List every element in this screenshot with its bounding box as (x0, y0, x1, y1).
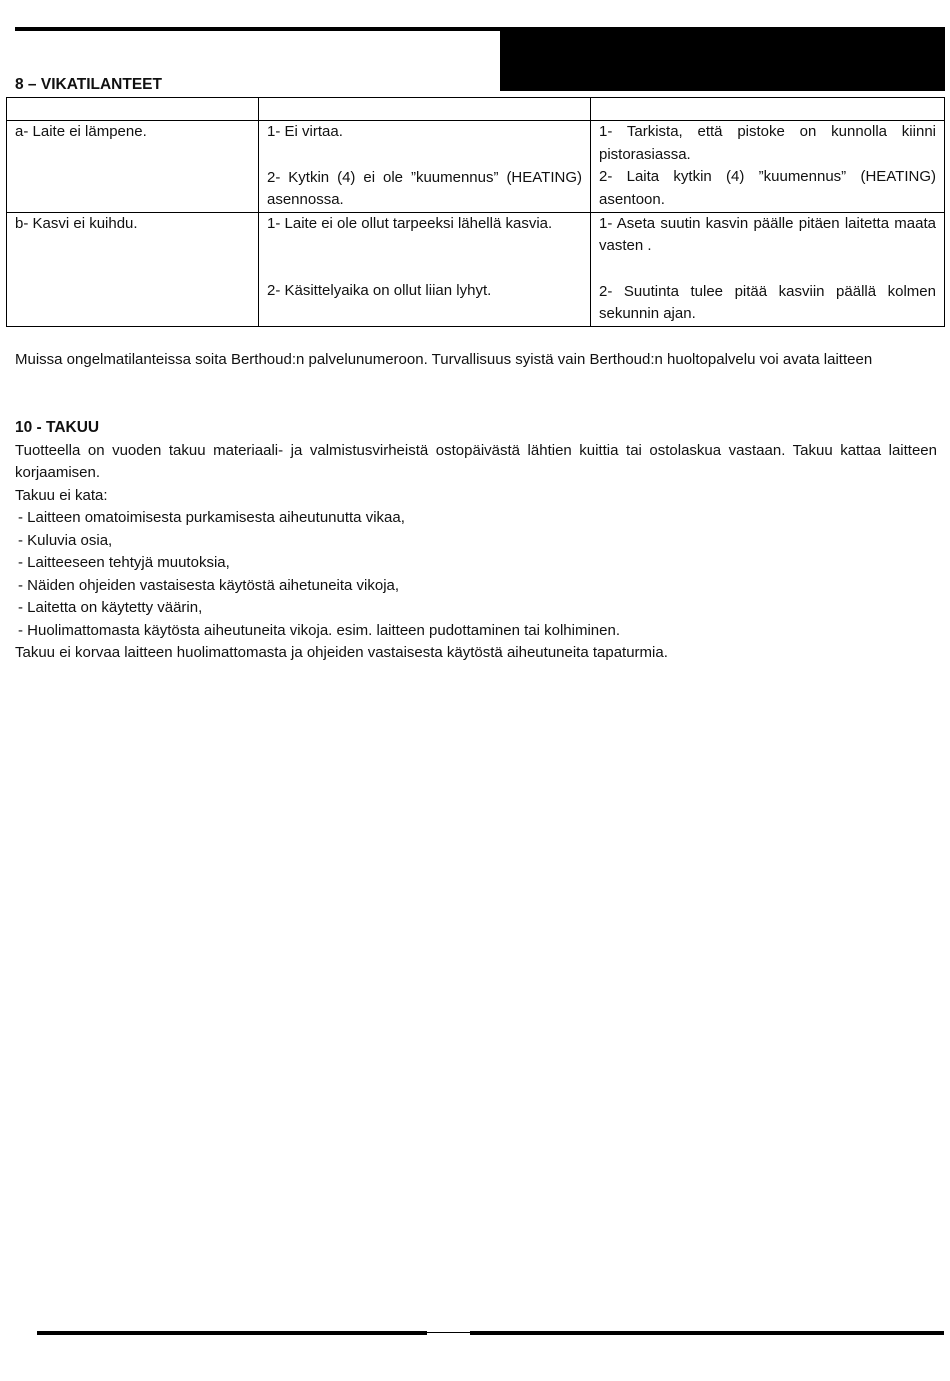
cause-text: 2- Käsittelyaika on ollut liian lyhyt. (267, 282, 492, 299)
warranty-title: 10 - TAKUU (15, 419, 100, 436)
table-header-row (7, 98, 945, 121)
service-note: Muissa ongelmatilanteissa soita Berthoud:n palvelunumeroon. Turvallisuus syistä vain Berthoud:n huoltopalvelu voi avata laitteen (15, 351, 873, 368)
list-item: - Laitteeseen tehtyjä muutoksia, (18, 554, 230, 571)
footer-rule (37, 1331, 427, 1335)
footer-rule (470, 1331, 944, 1335)
list-item: - Näiden ohjeiden vastaisesta käytöstä aihetuneita vikoja, (18, 576, 400, 594)
remedy-cell (591, 121, 945, 213)
header-cell (591, 98, 945, 121)
warranty-section (15, 417, 937, 665)
header-black-block (500, 29, 945, 91)
header-cell (7, 98, 259, 121)
warranty-intro: Tuotteella on vuoden takuu materiaali- ja valmistusvirheistä ostopäivästä lähtien kuittia tai ostolaskua vastaan. Takuu kattaa laitteen korjaamisen. (15, 441, 937, 481)
warranty-closing: Takuu ei korvaa laitteen huolimattomasta ja ohjeiden vastaisesta käytöstä aiheutuneita tapaturmia. (15, 644, 668, 661)
exclusion-list (15, 507, 937, 642)
cause-cell (259, 121, 591, 213)
table-row (7, 121, 945, 213)
list-item: - Laitetta on käytetty väärin, (18, 599, 203, 616)
cause-text: 1- Ei virtaa. (267, 123, 343, 140)
list-item: - Huolimattomasta käytösta aiheutuneita vikoja. esim. laitteen pudottaminen tai kolhiminen. (18, 621, 620, 639)
footer-rule (426, 1332, 472, 1333)
fault-text: b- Kasvi ei kuihdu. (15, 214, 138, 232)
header-cell (259, 98, 591, 121)
remedy-text: 2- Suutinta tulee pitää kasviin päällä kolmen sekunnin ajan. (599, 282, 936, 322)
fault-text: a- Laite ei lämpene. (15, 123, 147, 140)
section-title: 8 – VIKATILANTEET (15, 76, 162, 93)
list-item: - Kuluvia osia, (18, 531, 113, 549)
fault-cell (7, 121, 259, 213)
remedy-cell (591, 212, 945, 326)
fault-table (6, 97, 945, 327)
remedy-text: 1- Aseta suutin kasvin päälle pitäen laitetta maata vasten . (599, 214, 936, 254)
remedy-text: 1- Tarkista, että pistoke on kunnolla kiinni pistorasiassa. (599, 123, 936, 163)
list-item: - Laitteen omatoimisesta purkamisesta aiheutunutta vikaa, (18, 509, 405, 526)
cause-cell (259, 212, 591, 326)
not-covered-label: Takuu ei kata: (15, 486, 108, 504)
cause-text: 1- Laite ei ole ollut tarpeeksi lähellä kasvia. (267, 214, 553, 232)
fault-cell (7, 212, 259, 326)
table-row (7, 212, 945, 326)
remedy-text: 2- Laita kytkin (4) ”kuumennus” (HEATING) asentoon. (599, 168, 936, 208)
cause-text: 2- Kytkin (4) ei ole ”kuumennus” (HEATING) asennossa. (267, 168, 582, 208)
